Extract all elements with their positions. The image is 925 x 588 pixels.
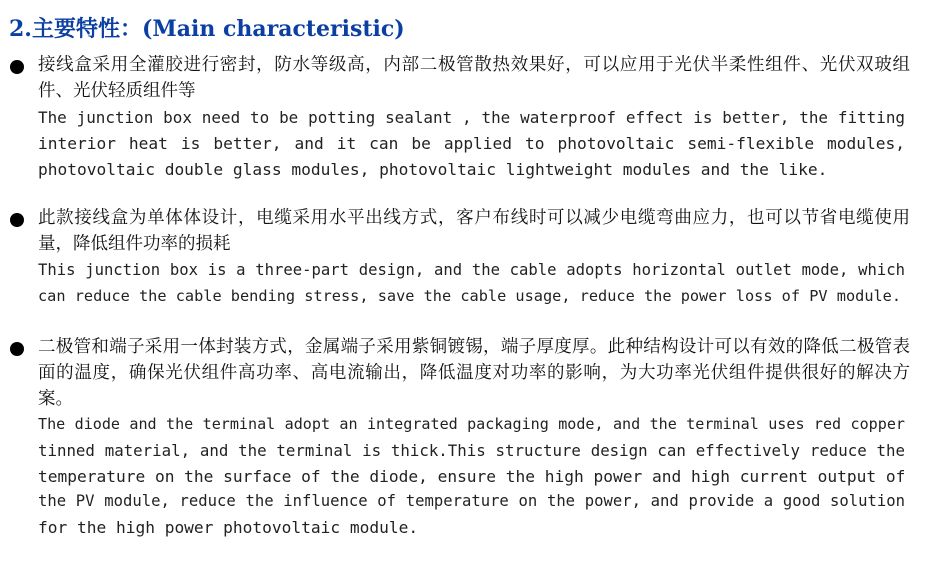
english-line: tinned material, and the terminal is thick.This structure design can effectively reduce the (38, 440, 905, 460)
chinese-description: 二极管和端子采用一体封装方式，金属端子采用紫铜镀锡，端子厚度厚。此种结构设计可以有效的降低二极管表面的温度，确保光伏组件高功率、高电流输出，降低温度对功率的影响，为大功率光伏组件提供很好的解决方案。 (38, 337, 910, 409)
english-line: The diode and the terminal adopt an integrated packaging mode, and the terminal uses red copper (38, 415, 905, 433)
bullet-icon (10, 213, 24, 227)
english-line: The junction box need to be potting sealant , the waterproof effect is better, the fitting (38, 108, 905, 127)
english-description (38, 412, 905, 541)
bullet-icon (10, 342, 24, 356)
chinese-description: 接线盒采用全灌胶进行密封，防水等级高，内部二极管散热效果好，可以应用于光伏半柔性组件、光伏双玻组件、光伏轻质组件等 (38, 55, 910, 101)
english-line: photovoltaic double glass modules, photovoltaic lightweight modules and the like. (38, 159, 828, 179)
chinese-description: 此款接线盒为单体体设计，电缆采用水平出线方式，客户布线时可以减少电缆弯曲应力，也可以节省电缆使用量，降低组件功率的损耗 (38, 208, 910, 254)
english-line: This junction box is a three-part design, and the cable adopts horizontal outlet mode, which (38, 261, 905, 279)
english-line: interior heat is better, and it can be applied to photovoltaic semi-flexible modules, (38, 133, 905, 153)
english-line: the PV module, reduce the influence of temperature on the power, and provide a good solution (38, 492, 905, 511)
english-line: can reduce the cable bending stress, save the cable usage, reduce the power loss of PV module. (38, 286, 902, 305)
english-description (38, 258, 905, 310)
english-line: temperature on the surface of the diode, ensure the high power and high current output of (38, 466, 906, 486)
english-line: for the high power photovoltaic module. (38, 518, 419, 538)
english-description (38, 105, 905, 182)
section-heading: 2.主要特性：(Main characteristic) (9, 16, 405, 42)
bullet-icon (10, 60, 24, 74)
